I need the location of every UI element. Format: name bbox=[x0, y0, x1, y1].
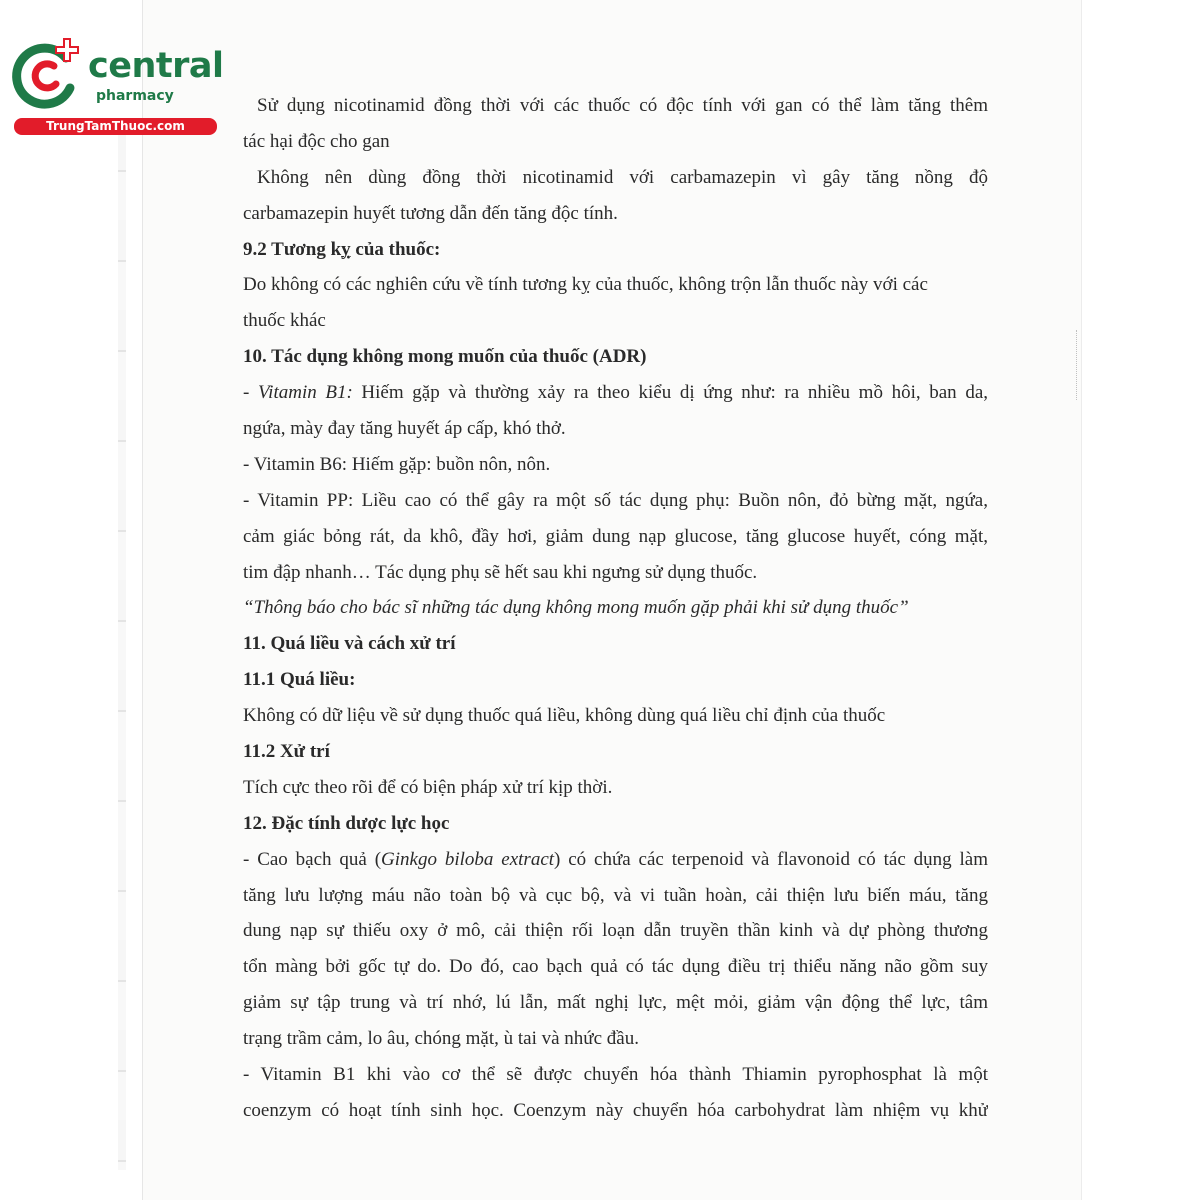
paragraph-line: tăng lưu lượng máu não toàn bộ và cục bộ, và vi tuần hoàn, cải thiện lưu biến máu, tăng bbox=[243, 884, 988, 906]
paragraph-line: thuốc khác bbox=[243, 310, 326, 332]
paragraph-line: ngứa, mày đay tăng huyết áp cấp, khó thở. bbox=[243, 418, 566, 440]
paragraph-line: cảm giác bỏng rát, da khô, đầy hơi, giảm dung nạp glucose, tăng glucose huyết, cóng mặt, bbox=[243, 525, 988, 547]
paragraph-line: tim đập nhanh… Tác dụng phụ sẽ hết sau khi ngưng sử dụng thuốc. bbox=[243, 561, 758, 583]
paragraph-line: Không có dữ liệu về sử dụng thuốc quá liều, không dùng quá liều chỉ định của thuốc bbox=[243, 705, 886, 727]
bullet-dash: - bbox=[243, 382, 258, 404]
paragraph-line: coenzym có hoạt tính sinh học. Coenzym này chuyển hóa carbohydrat làm nhiệm vụ khử bbox=[243, 1099, 988, 1121]
bullet-vitamin-b1 bbox=[243, 375, 988, 411]
heading-10: 10. Tác dụng không mong muốn của thuốc (ADR) bbox=[243, 346, 647, 368]
bullet-text: ) có chứa các terpenoid và flavonoid có tác dụng làm bbox=[554, 848, 988, 870]
scan-margin-marks bbox=[1076, 330, 1081, 400]
paragraph-line: Tích cực theo rõi để có biện pháp xử trí kịp thời. bbox=[243, 776, 613, 798]
paragraph-line: tổn màng bởi gốc tự do. Do đó, cao bạch quả có tác dụng điều trị thiểu năng não gồm suy bbox=[243, 956, 988, 978]
logo-brand-text: central bbox=[88, 46, 224, 86]
bullet-text: Hiếm gặp và thường xảy ra theo kiểu dị ứng như: ra nhiều mồ hôi, ban da, bbox=[352, 382, 988, 404]
heading-11-1: 11.1 Quá liều: bbox=[243, 669, 356, 691]
heading-text: của thuốc: bbox=[350, 238, 441, 260]
paragraph-line: dung nạp sự thiếu oxy ở mô, cải thiện rối loạn dẫn truyền thần kinh và dự phòng thương bbox=[243, 920, 988, 942]
bullet-vitamin-pp: - Vitamin PP: Liều cao có thể gây ra một số tác dụng phụ: Buồn nôn, đỏ bừng mặt, ngứa, bbox=[243, 489, 988, 511]
bullet-label: Vitamin B1: bbox=[257, 382, 353, 404]
pharmacy-cross-logo-icon bbox=[8, 36, 86, 114]
bullet-vitamin-b6: - Vitamin B6: Hiếm gặp: buồn nôn, nôn. bbox=[243, 453, 551, 475]
scan-edge-strip bbox=[118, 130, 126, 1170]
latin-name: Ginkgo biloba extract bbox=[381, 848, 555, 870]
logo-url-badge: TrungTamThuoc.com bbox=[14, 118, 217, 135]
heading-11-2: 11.2 Xử trí bbox=[243, 741, 330, 763]
heading-underlined-char: ỵ bbox=[341, 238, 351, 260]
paragraph-line: trạng trầm cảm, lo âu, chóng mặt, ù tai và nhức đầu. bbox=[243, 1028, 639, 1050]
heading-12: 12. Đặc tính dược lực học bbox=[243, 812, 450, 834]
document-body bbox=[243, 88, 988, 1129]
bullet-text: - Cao bạch quả ( bbox=[243, 848, 382, 870]
heading-9-2 bbox=[243, 232, 988, 268]
logo-sub-text: pharmacy bbox=[96, 88, 174, 104]
doctor-notice: “Thông báo cho bác sĩ những tác dụng không mong muốn gặp phải khi sử dụng thuốc” bbox=[243, 597, 909, 619]
heading-text: 9.2 Tương k bbox=[243, 238, 342, 260]
paragraph-line: giảm sự tập trung và trí nhớ, lú lẫn, mất nghị lực, mệt mỏi, giảm vận động thể lực, tâm bbox=[243, 992, 988, 1014]
paragraph-line: carbamazepin huyết tương dẫn đến tăng độc tính. bbox=[243, 202, 618, 224]
paragraph-line: Do không có các nghiên cứu về tính tương kỵ của thuốc, không trộn lẫn thuốc này với các bbox=[243, 274, 928, 296]
paragraph-line: Không nên dùng đồng thời nicotinamid với carbamazepin vì gây tăng nồng độ bbox=[257, 166, 988, 188]
bullet-vitamin-b1-pharmacology: - Vitamin B1 khi vào cơ thể sẽ được chuyển hóa thành Thiamin pyrophosphat là một bbox=[243, 1064, 988, 1086]
central-pharmacy-logo bbox=[8, 36, 224, 136]
bullet-ginkgo bbox=[243, 842, 988, 878]
paragraph-line: Sử dụng nicotinamid đồng thời với các thuốc có độc tính với gan có thể làm tăng thêm bbox=[257, 95, 988, 116]
heading-11: 11. Quá liều và cách xử trí bbox=[243, 633, 456, 655]
paragraph-line: tác hại độc cho gan bbox=[243, 130, 390, 152]
